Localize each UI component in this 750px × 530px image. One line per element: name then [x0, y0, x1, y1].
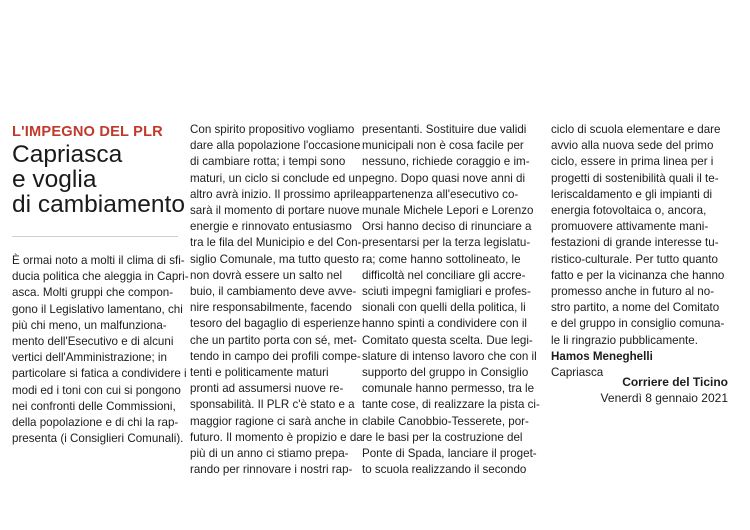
text-line: buio, il cambiamento deve avve-: [190, 285, 357, 299]
text-line: mento dell'Esecutivo e di alcuni: [12, 335, 174, 349]
author-name: Hamos Meneghelli: [551, 349, 653, 363]
text-line: presentanti. Sostituire due validi: [362, 123, 527, 136]
text-line: siglio Comunale, ma tutto questo: [190, 252, 359, 266]
text-line: più di un anno ci stiamo prepa-: [190, 447, 349, 461]
source-credit: [600, 374, 728, 406]
text-line: modi ed i toni con cui si pongono: [12, 383, 181, 397]
text-line: festazioni di grande interesse tu-: [551, 236, 719, 250]
text-line: stro partito, a nome del Comitato: [551, 301, 720, 315]
text-line: clabile Canobbio-Tesserete, por-: [362, 414, 529, 428]
text-line: progetti di sostenibilità quali il te-: [551, 171, 719, 185]
text-line: Con spirito propositivo vogliamo: [190, 123, 355, 136]
column-4: [551, 122, 731, 381]
text-line: munale Michele Lepori e Lorenzo: [362, 204, 534, 218]
text-line: Comitato questa scelta. Due legi-: [362, 333, 533, 347]
author-location: Capriasca: [551, 366, 604, 380]
text-line: tra le fila del Municipio e del Con-: [190, 236, 362, 250]
divider: [12, 236, 178, 237]
text-line: promesso anche in futuro al no-: [551, 285, 715, 299]
text-line: rando per rinnovare i nostri rap-: [190, 463, 353, 477]
text-line: È ormai noto a molti il clima di sfi-: [12, 254, 185, 267]
text-line: promuovere attivamente mani-: [551, 220, 709, 234]
text-line: futuro. Il momento è propizio e da: [190, 430, 363, 444]
text-line: hanno spinti a condividere con il: [362, 317, 527, 331]
text-line: tenti e politicamente maturi: [190, 366, 329, 380]
text-line: sponsabilità. Il PLR c'è stato e a: [190, 398, 355, 412]
text-line: non dovrà essere un salto nel: [190, 268, 343, 282]
column-1: [12, 253, 189, 447]
text-line: ciclo di scuola elementare e dare: [551, 123, 721, 136]
text-line: vertici dell'Amministrazione; in: [12, 351, 167, 365]
text-line: pegno. Dopo quasi nove anni di: [362, 171, 526, 185]
text-line: nire responsabilmente, facendo: [190, 301, 352, 315]
text-line: difficoltà nel conciliare gli accre-: [362, 268, 526, 282]
headline-line: e voglia: [12, 166, 97, 193]
text-line: Orsi hanno deciso di rinunciare a: [362, 220, 532, 234]
text-line: nei confronti delle Commissioni,: [12, 399, 176, 413]
publication-date: Venerdì 8 gennaio 2021: [600, 391, 728, 405]
text-line: di cambiare rotta; i tempi sono: [190, 155, 346, 169]
text-line: asca. Molti gruppi che compon-: [12, 286, 174, 300]
text-line: che un partito porta con sé, met-: [190, 333, 357, 347]
column-3: [362, 122, 540, 478]
text-line: tesoro del bagaglio di esperienze: [190, 317, 361, 331]
text-line: appartenenza all'esecutivo co-: [362, 187, 519, 201]
text-line: comunale hanno permesso, tra le: [362, 382, 535, 396]
text-line: ciclo, essere in prima linea per i: [551, 155, 714, 169]
text-line: particolare si fatica a condividere i: [12, 367, 187, 381]
text-line: energia fotovoltaica o, ancora,: [551, 204, 707, 218]
text-line: e del gruppo in consiglio comuna-: [551, 317, 725, 331]
text-line: pronti ad assumersi nuove re-: [190, 382, 344, 396]
text-line: re le basi per la costruzione del: [362, 430, 523, 444]
text-line: nessuno, richiede coraggio e im-: [362, 155, 530, 169]
text-line: presenta (i Consiglieri Comunali).: [12, 432, 184, 446]
text-line: fatto e per la vicinanza che hanno: [551, 268, 725, 282]
text-line: slature di intenso lavoro che con il: [362, 349, 537, 363]
newspaper-name: Corriere del Ticino: [622, 375, 728, 389]
text-line: Ponte di Spada, lanciare il proget-: [362, 447, 537, 461]
text-line: municipali non è cosa facile per: [362, 139, 524, 153]
text-line: altro avrà inizio. Il prossimo aprile: [190, 187, 363, 201]
column-4-text: [551, 122, 731, 349]
text-line: avvio alla nuova sede del primo: [551, 139, 714, 153]
text-line: maturi, un ciclo si conclude ed un: [190, 171, 362, 185]
text-line: leriscaldamento e gli impianti di: [551, 187, 713, 201]
kicker: L'IMPEGNO DEL PLR: [12, 124, 163, 140]
text-line: tendo in campo dei profili compe-: [190, 349, 361, 363]
text-line: ristico-culturale. Per tutto quanto: [551, 252, 718, 266]
headline: [12, 141, 185, 218]
text-line: più chi meno, un malfunziona-: [12, 318, 167, 332]
text-line: della popolazione e di chi la rap-: [12, 416, 179, 430]
text-line: tante cose, di realizzare la pista ci-: [362, 398, 540, 412]
text-line: ducia politica che aleggia in Capri-: [12, 270, 189, 284]
headline-line: di cambiamento: [12, 191, 185, 218]
text-line: sciuti impegni famigliari e profes-: [362, 285, 531, 299]
text-line: maggior ragione ci sarà anche in: [190, 414, 359, 428]
text-line: ra; come hanno sottolineato, le: [362, 252, 521, 266]
text-line: supporto del gruppo in Consiglio: [362, 366, 529, 380]
column-2: [190, 122, 363, 478]
text-line: le li ringrazio pubblicamente.: [551, 333, 698, 347]
text-line: dare alla popolazione l'occasione: [190, 139, 361, 153]
text-line: gono il Legislativo lamentano, chi: [12, 302, 183, 316]
text-line: presentarsi per la terza legislatu-: [362, 236, 531, 250]
text-line: sarà il momento di portare nuove: [190, 204, 360, 218]
text-line: sionali con quelli della politica, li: [362, 301, 526, 315]
headline-line: Capriasca: [12, 141, 123, 168]
text-line: energie e rinnovato entusiasmo: [190, 220, 352, 234]
text-line: to scuola realizzando il secondo: [362, 463, 527, 477]
